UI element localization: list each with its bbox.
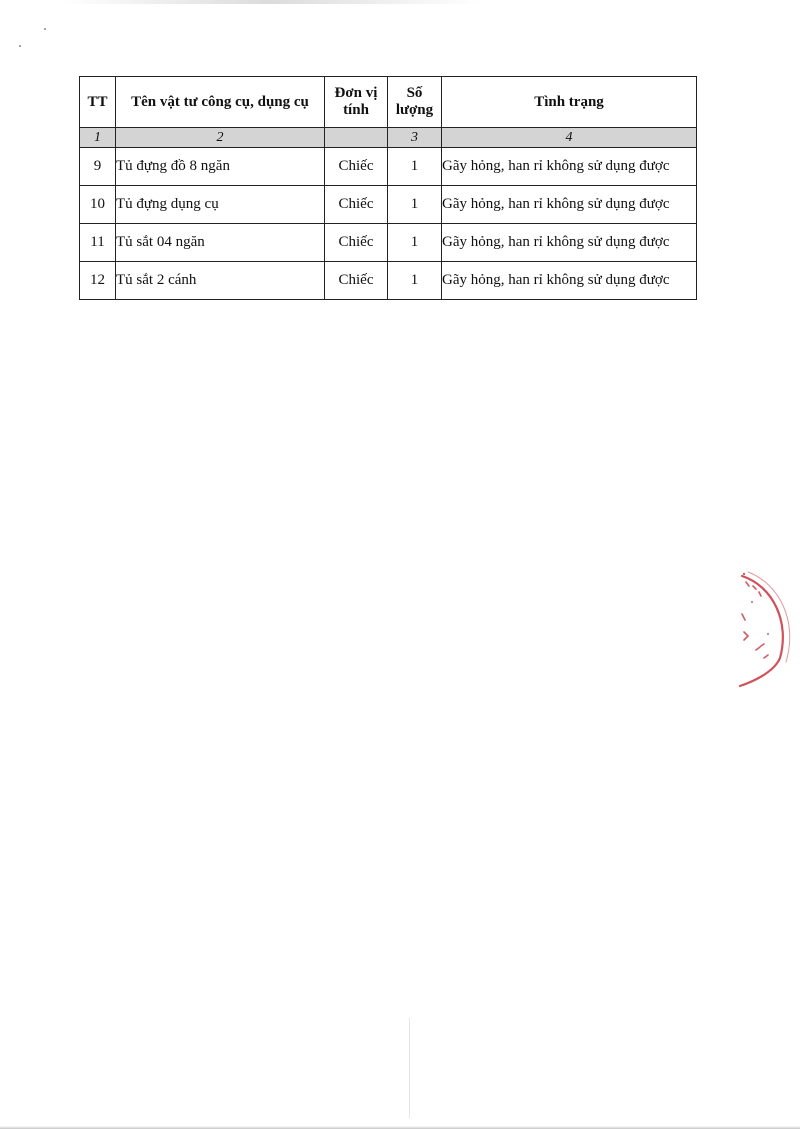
header-qty-line1: Số [406,85,423,101]
column-index-row [80,128,697,148]
row-unit: Chiếc [325,148,388,186]
table-header-row [80,77,697,128]
header-qty-line2: lượng [395,102,434,118]
index-cell: 4 [442,128,697,148]
scan-speck [44,28,46,30]
header-unit [325,77,388,128]
index-cell: 1 [80,128,116,148]
row-qty: 1 [388,148,442,186]
scan-speck [19,45,21,47]
row-name: Tủ đựng dụng cụ [116,186,325,224]
header-tt: TT [80,77,116,128]
row-tt: 10 [80,186,116,224]
row-qty: 1 [388,224,442,262]
row-status: Gãy hỏng, han rỉ không sử dụng được [442,262,697,300]
table-row [80,186,697,224]
row-status: Gãy hỏng, han rỉ không sử dụng được [442,148,697,186]
row-unit: Chiếc [325,224,388,262]
table-row [80,148,697,186]
header-qty [388,77,442,128]
header-name: Tên vật tư công cụ, dụng cụ [116,77,325,128]
row-tt: 12 [80,262,116,300]
scan-fold-line [409,1018,410,1118]
partial-red-seal-icon [728,562,800,692]
row-tt: 11 [80,224,116,262]
row-qty: 1 [388,262,442,300]
index-cell [325,128,388,148]
row-name: Tủ sắt 04 ngăn [116,224,325,262]
index-cell: 2 [116,128,325,148]
table-row [80,224,697,262]
header-unit-line1: Đơn vị [334,85,378,101]
scan-smudge [60,0,480,4]
row-status: Gãy hỏng, han rỉ không sử dụng được [442,224,697,262]
row-unit: Chiếc [325,186,388,224]
row-unit: Chiếc [325,262,388,300]
header-unit-line2: tính [343,102,369,118]
table-row [80,262,697,300]
asset-table [79,76,697,300]
row-name: Tủ sắt 2 cánh [116,262,325,300]
row-status: Gãy hỏng, han rỉ không sử dụng được [442,186,697,224]
row-qty: 1 [388,186,442,224]
index-cell: 3 [388,128,442,148]
header-status: Tình trạng [442,77,697,128]
row-name: Tủ đựng đồ 8 ngăn [116,148,325,186]
row-tt: 9 [80,148,116,186]
